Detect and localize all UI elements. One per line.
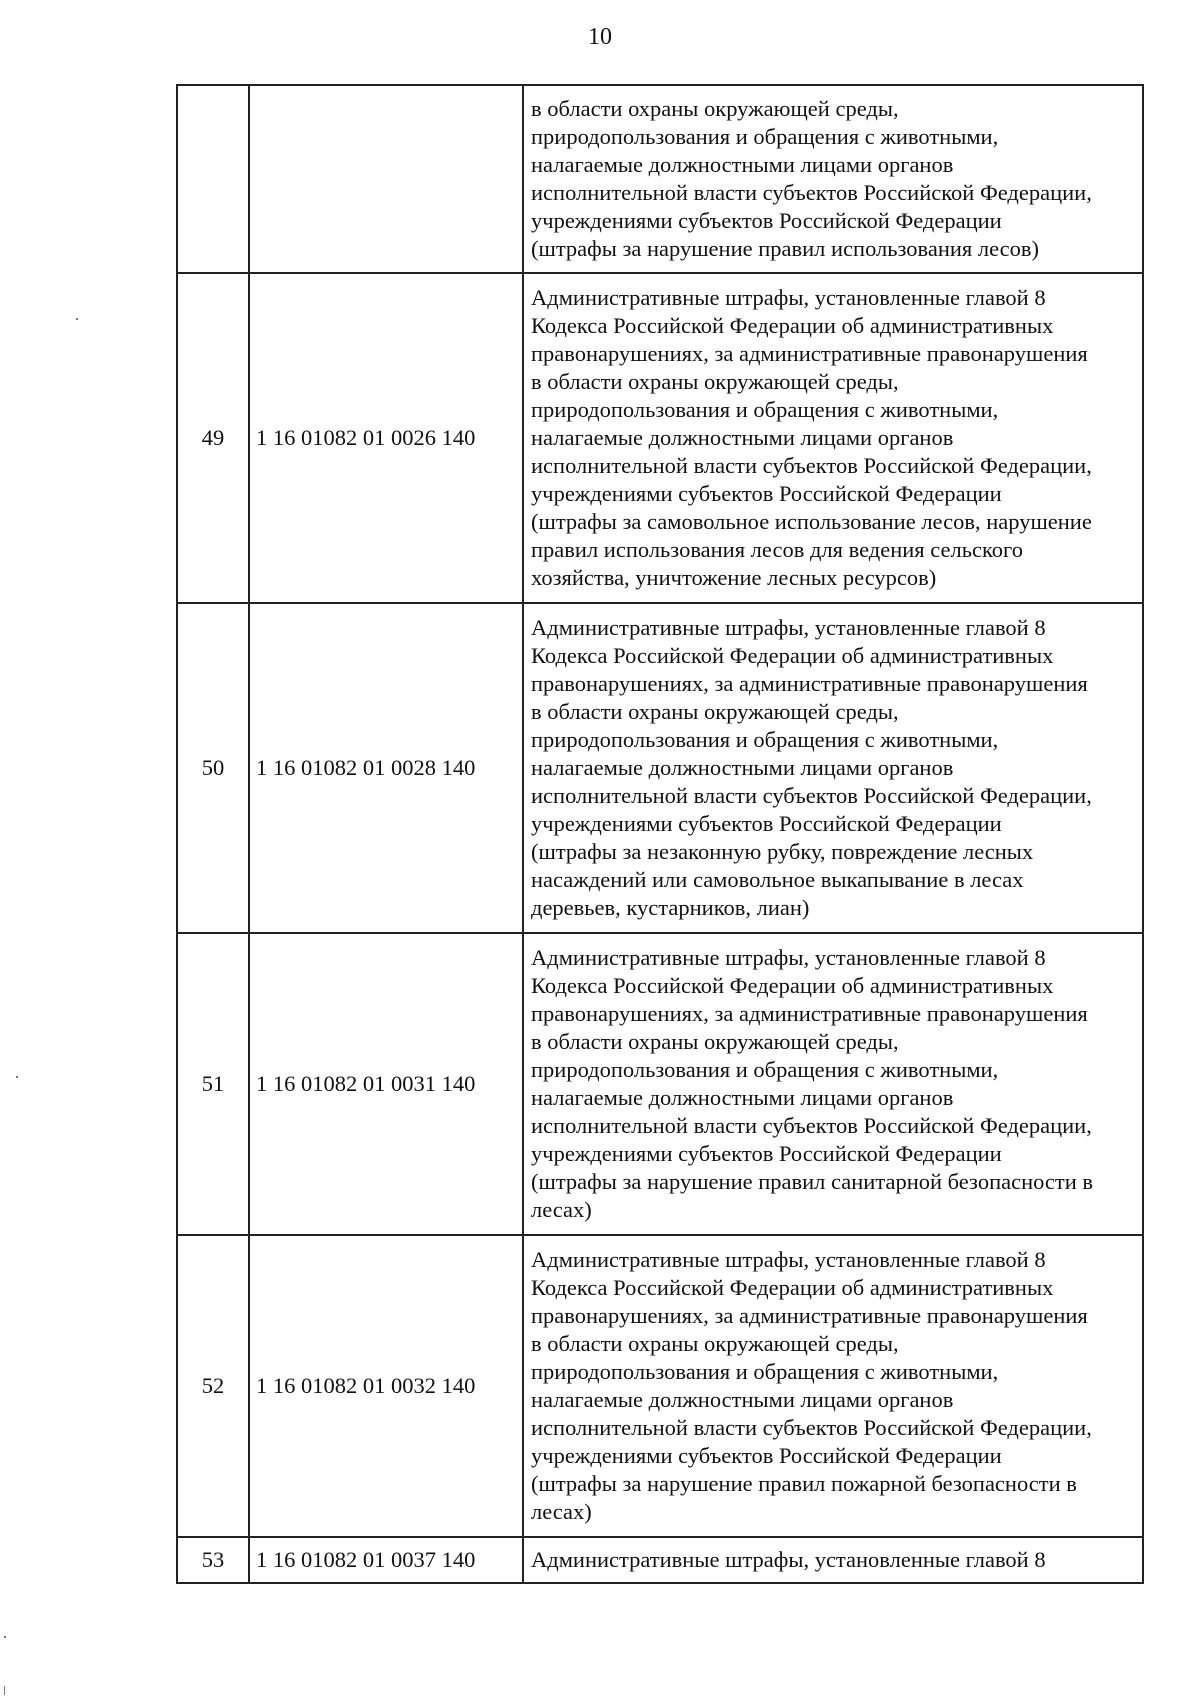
description-line: исполнительной власти субъектов Российской Федерации, — [531, 783, 1092, 808]
page-number: 10 — [588, 24, 612, 50]
budget-code-cell: 1 16 01082 01 0037 140 — [249, 1537, 523, 1583]
description-line: исполнительной власти субъектов Российской Федерации, — [531, 180, 1092, 205]
description-line: природопользования и обращения с животными, — [531, 397, 999, 422]
description-line: (штрафы за самовольное использование лесов, нарушение — [531, 509, 1092, 534]
description-line: Кодекса Российской Федерации об административных — [531, 973, 1054, 998]
budget-code-cell: 1 16 01082 01 0026 140 — [249, 273, 523, 603]
description-line: правонарушениях, за административные правонарушения — [531, 1001, 1088, 1026]
row-number-cell: 52 — [177, 1235, 249, 1537]
description-cell — [523, 933, 1143, 1235]
description-line: в области охраны окружающей среды, — [531, 699, 899, 724]
description-line: правонарушениях, за административные правонарушения — [531, 1303, 1088, 1328]
description-line: в области охраны окружающей среды, — [531, 96, 899, 121]
scan-speck — [16, 1076, 18, 1078]
scan-speck — [4, 1686, 5, 1695]
description-line: правонарушениях, за административные правонарушения — [531, 341, 1088, 366]
description-line: (штрафы за нарушение правил пожарной безопасности в — [531, 1471, 1077, 1496]
fines-table — [176, 84, 1144, 1584]
description-line: Административные штрафы, установленные главой 8 — [531, 945, 1046, 970]
description-cell — [523, 603, 1143, 933]
description-line: природопользования и обращения с животными, — [531, 727, 999, 752]
description-line: налагаемые должностными лицами органов — [531, 1387, 954, 1412]
description-line: в области охраны окружающей среды, — [531, 1029, 899, 1054]
row-number-cell: 50 — [177, 603, 249, 933]
budget-code-cell: 1 16 01082 01 0031 140 — [249, 933, 523, 1235]
description-line: учреждениями субъектов Российской Федерации — [531, 1141, 1002, 1166]
description-line: учреждениями субъектов Российской Федерации — [531, 481, 1002, 506]
description-line: правонарушениях, за административные правонарушения — [531, 671, 1088, 696]
description-line: Административные штрафы, установленные главой 8 — [531, 615, 1046, 640]
description-line: исполнительной власти субъектов Российской Федерации, — [531, 453, 1092, 478]
description-line: в области охраны окружающей среды, — [531, 369, 899, 394]
table-row — [177, 85, 1143, 273]
description-line: Кодекса Российской Федерации об административных — [531, 643, 1054, 668]
description-line: (штрафы за нарушение правил санитарной безопасности в — [531, 1169, 1094, 1194]
scan-speck — [76, 318, 78, 320]
table-row — [177, 933, 1143, 1235]
scan-speck — [4, 1636, 6, 1638]
description-line: насаждений или самовольное выкапывание в лесах — [531, 867, 1024, 892]
row-number-cell: 49 — [177, 273, 249, 603]
table-row — [177, 1537, 1143, 1583]
description-line: Кодекса Российской Федерации об административных — [531, 1275, 1054, 1300]
description-cell — [523, 1537, 1143, 1583]
description-line: учреждениями субъектов Российской Федерации — [531, 811, 1002, 836]
description-line: исполнительной власти субъектов Российской Федерации, — [531, 1113, 1092, 1138]
budget-code-cell: 1 16 01082 01 0032 140 — [249, 1235, 523, 1537]
description-line: налагаемые должностными лицами органов — [531, 152, 954, 177]
description-line: (штрафы за незаконную рубку, повреждение лесных — [531, 839, 1034, 864]
table-row — [177, 273, 1143, 603]
description-line: исполнительной власти субъектов Российской Федерации, — [531, 1415, 1092, 1440]
description-line: налагаемые должностными лицами органов — [531, 425, 954, 450]
description-line: (штрафы за нарушение правил использования лесов) — [531, 236, 1040, 261]
description-line: учреждениями субъектов Российской Федерации — [531, 208, 1002, 233]
row-number-cell — [177, 85, 249, 273]
description-line: Административные штрафы, установленные главой 8 — [531, 1547, 1046, 1572]
description-line: лесах) — [531, 1499, 592, 1524]
description-line: природопользования и обращения с животными, — [531, 1359, 999, 1384]
budget-code-cell: 1 16 01082 01 0028 140 — [249, 603, 523, 933]
description-line: налагаемые должностными лицами органов — [531, 1085, 954, 1110]
description-line: природопользования и обращения с животными, — [531, 124, 999, 149]
row-number-cell: 51 — [177, 933, 249, 1235]
description-line: налагаемые должностными лицами органов — [531, 755, 954, 780]
description-line: хозяйства, уничтожение лесных ресурсов) — [531, 565, 937, 590]
description-line: в области охраны окружающей среды, — [531, 1331, 899, 1356]
description-line: лесах) — [531, 1197, 592, 1222]
budget-code-cell — [249, 85, 523, 273]
table-row — [177, 603, 1143, 933]
description-line: деревьев, кустарников, лиан) — [531, 895, 810, 920]
description-line: природопользования и обращения с животными, — [531, 1057, 999, 1082]
table-row — [177, 1235, 1143, 1537]
description-cell — [523, 273, 1143, 603]
description-line: Кодекса Российской Федерации об административных — [531, 313, 1054, 338]
description-line: правил использования лесов для ведения сельского — [531, 537, 1023, 562]
description-cell — [523, 85, 1143, 273]
description-line: Административные штрафы, установленные главой 8 — [531, 1247, 1046, 1272]
description-cell — [523, 1235, 1143, 1537]
row-number-cell: 53 — [177, 1537, 249, 1583]
description-line: учреждениями субъектов Российской Федерации — [531, 1443, 1002, 1468]
description-line: Административные штрафы, установленные главой 8 — [531, 285, 1046, 310]
